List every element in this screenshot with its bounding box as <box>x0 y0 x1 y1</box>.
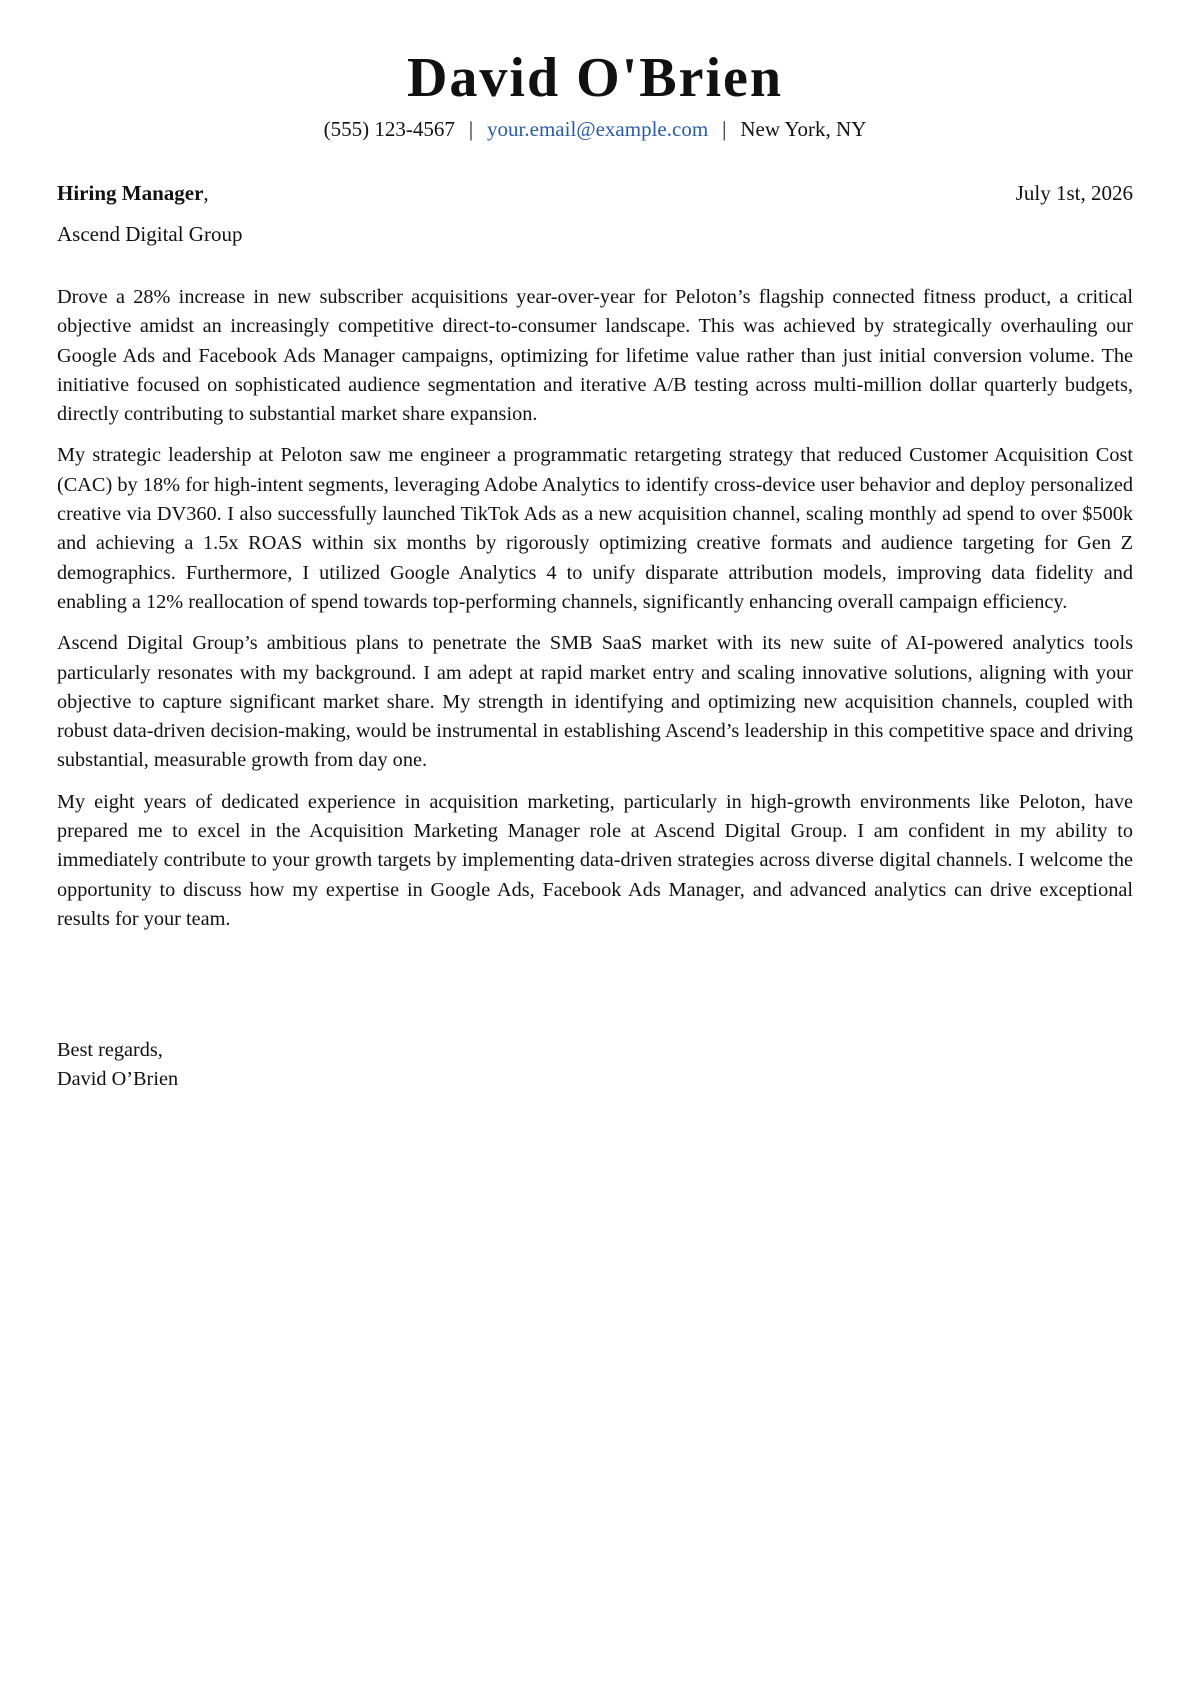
letter-date: July 1st, 2026 <box>1015 181 1133 205</box>
letter-closing <box>57 1036 178 1095</box>
contact-separator: | <box>468 117 474 141</box>
recipient-company: Ascend Digital Group <box>57 222 243 246</box>
applicant-name: David O'Brien <box>406 47 784 109</box>
letter-body <box>57 283 1133 946</box>
phone-number: (555) 123-4567 <box>323 117 455 141</box>
body-paragraph: Ascend Digital Group’s ambitious plans to penetrate the SMB SaaS market with its new suite of AI-powered analytics tools particularly resonates with my background. I am adept at rapid market entry and scaling innovative solutions, aligning with your objective to capture significant market share. My strength in identifying and optimizing new acquisition channels, coupled with robust data-driven decision-making, would be instrumental in establishing Ascend’s leadership in this competitive space and driving substantial, measurable growth from day one. <box>57 632 1133 772</box>
closing-signature: David O’Brien <box>57 1068 179 1091</box>
closing-salutation: Best regards, <box>57 1039 163 1061</box>
recipient-title: Hiring Manager <box>57 181 204 205</box>
email-link[interactable]: your.email@example.com <box>487 117 709 141</box>
contact-line <box>57 114 1133 144</box>
body-paragraph: Drove a 28% increase in new subscriber acquisitions year-over-year for Peloton’s flagship connected fitness product, a critical objective amidst an increasingly competitive direct-to-consumer landscape. This was achieved by strategically overhauling our Google Ads and Facebook Ads Manager campaigns, optimizing for lifetime value rather than just initial conversion volume. The initiative focused on sophisticated audience segmentation and iterative A/B testing across multi-million dollar quarterly budgets, directly contributing to substantial market share expansion. <box>57 286 1133 426</box>
recipient-greeting <box>57 178 209 208</box>
contact-separator: | <box>722 117 727 141</box>
location: New York, NY <box>740 117 867 141</box>
recipient-comma: , <box>203 181 209 205</box>
body-paragraph: My strategic leadership at Peloton saw me engineer a programmatic retargeting strategy that reduced Customer Acquisition Cost (CAC) by 18% for high-intent segments, leveraging Adobe Analytics to identify cross-device user behavior and deploy personalized creative via DV360. I also successfully launched TikTok Ads as a new acquisition channel, scaling monthly ad spend to over $500k and achieving a 1.5x ROAS within six months by rigorously optimizing creative formats and audience targeting for Gen Z demographics. Furthermore, I utilized Google Analytics 4 to unify disparate attribution models, improving data fidelity and enabling a 12% reallocation of spend towards top-performing channels, significantly enhancing overall campaign efficiency. <box>57 444 1133 613</box>
body-paragraph: My eight years of dedicated experience in acquisition marketing, particularly in high-growth environments like Peloton, have prepared me to excel in the Acquisition Marketing Manager role at Ascend Digital Group. I am confident in my ability to immediately contribute to your growth targets by implementing data-driven strategies across diverse digital channels. I welcome the opportunity to discuss how my expertise in Google Ads, Facebook Ads Manager, and advanced analytics can drive exceptional results for your team. <box>57 790 1133 930</box>
